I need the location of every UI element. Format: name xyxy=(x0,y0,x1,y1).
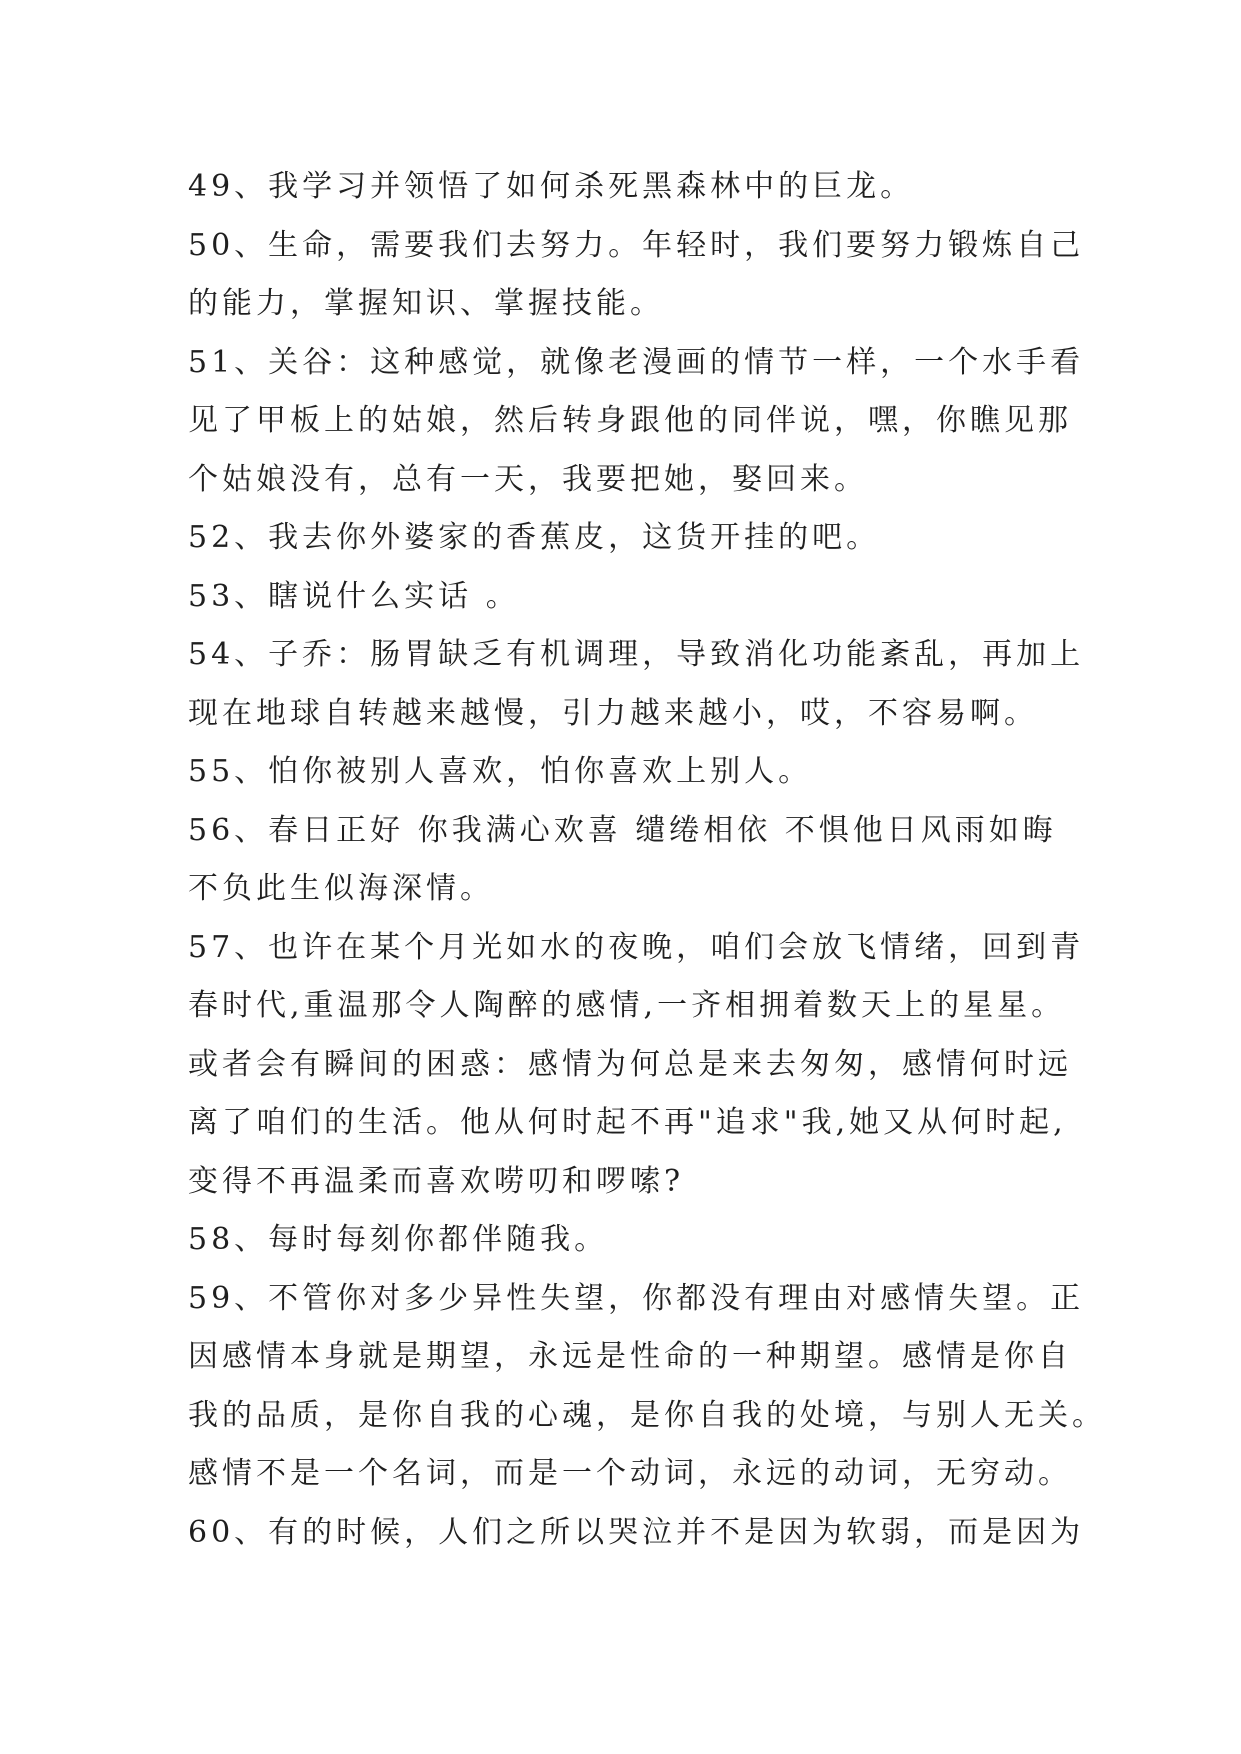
text-line: 60、有的时候，人们之所以哭泣并不是因为软弱，而是因为 xyxy=(188,1514,1085,1550)
text-line: 56、春日正好 你我满心欢喜 缱绻相依 不惧他日风雨如晦 xyxy=(188,812,1057,848)
text-line: 59、不管你对多少异性失望，你都没有理由对感情失望。正 xyxy=(188,1280,1085,1316)
text-line: 57、也许在某个月光如水的夜晚，咱们会放飞情绪，回到青 xyxy=(188,929,1085,965)
text-line: 58、每时每刻你都伴随我。 xyxy=(188,1222,609,1257)
text-line: 个姑娘没有，总有一天，我要把她，娶回来。 xyxy=(188,461,868,497)
text-line: 变得不再温柔而喜欢唠叨和啰嗦? xyxy=(188,1163,685,1199)
text-line: 53、瞎说什么实话 。 xyxy=(188,578,520,614)
text-line: 55、怕你被别人喜欢，怕你喜欢上别人。 xyxy=(188,754,813,789)
text-line: 54、子乔：肠胃缺乏有机调理，导致消化功能紊乱，再加上 xyxy=(188,637,1085,672)
text-line: 见了甲板上的姑娘，然后转身跟他的同伴说，嘿，你瞧见那 xyxy=(188,403,1072,438)
text-line: 50、生命，需要我们去努力。年轻时，我们要努力锻炼自己 xyxy=(188,227,1085,263)
text-line: 春时代,重温那令人陶醉的感情,一齐相拥着数天上的星星。 xyxy=(188,988,1066,1023)
document-body xyxy=(188,158,1106,1562)
text-line: 的能力，掌握知识、掌握技能。 xyxy=(188,286,664,321)
text-line: 或者会有瞬间的困惑：感情为何总是来去匆匆，感情何时远 xyxy=(188,1046,1072,1082)
text-line: 52、我去你外婆家的香蕉皮，这货开挂的吧。 xyxy=(188,520,881,555)
text-line: 离了咱们的生活。他从何时起不再"追求"我,她又从何时起, xyxy=(188,1105,1067,1140)
text-line: 51、关谷：这种感觉，就像老漫画的情节一样，一个水手看 xyxy=(188,344,1085,380)
text-line: 49、我学习并领悟了如何杀死黑森林中的巨龙。 xyxy=(188,169,915,204)
text-line: 因感情本身就是期望，永远是性命的一种期望。感情是你自 xyxy=(188,1339,1072,1374)
text-line: 感情不是一个名词，而是一个动词，永远的动词，无穷动。 xyxy=(188,1456,1072,1491)
text-line: 不负此生似海深情。 xyxy=(188,871,494,906)
text-line: 我的品质，是你自我的心魂，是你自我的处境，与别人无关。 xyxy=(188,1397,1106,1433)
text-line: 现在地球自转越来越慢，引力越来越小，哎，不容易啊。 xyxy=(188,695,1038,731)
